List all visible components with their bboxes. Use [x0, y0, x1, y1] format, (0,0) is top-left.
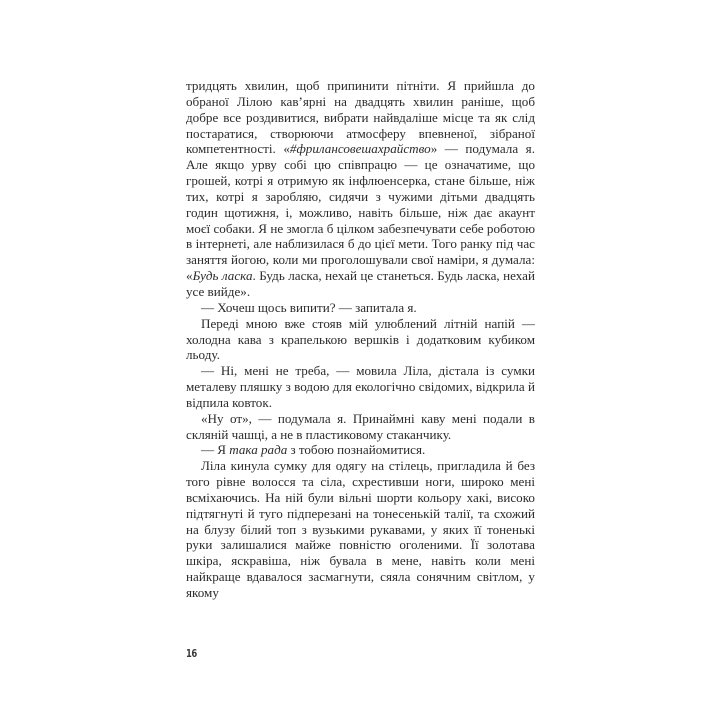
paragraph	[186, 300, 535, 316]
emphasis-text: #фрилансовешахрайство	[289, 141, 431, 157]
body-text: Ліла кинула сумку для одягу на стілець, пригладила й без того рівне волосся та сіла, схрестивши ноги, широко мені всміхаючись. На ній були вільні шорти кольору хакі, високо підтягнуті й туго підперезані на тонесенькій талії, та схожий на блузу білий топ з вузькими рукавами, у яких її тоненькі руки залишалися майже повністю оголеними. Її золотава шкіра, яскравіша, ніж бувала в мене, навіть коли мені найкраще вдавалося засмагнути, сяяла сонячним світлом, у якому	[186, 458, 535, 600]
paragraph	[186, 78, 535, 300]
body-text: — Ні, мені не треба, — мовила Ліла, дістала із сумки металеву пляшку з водою для екологічно свідомих, відкрила й відпила ковток.	[186, 363, 535, 410]
emphasis-text: така рада	[229, 442, 288, 458]
page-text-block	[186, 78, 535, 601]
paragraph	[186, 316, 535, 364]
paragraph	[186, 442, 535, 458]
body-text: — Я	[201, 442, 230, 458]
paragraph	[186, 363, 535, 411]
body-text: з тобою познайомитися.	[287, 442, 426, 458]
emphasis-text: Будь ласка	[192, 268, 253, 284]
paragraph	[186, 458, 535, 601]
page-number: 16	[186, 648, 197, 660]
paragraph	[186, 411, 535, 443]
body-text: . Будь ласка, нехай це станеться. Будь ласка, нехай усе вийде».	[186, 268, 535, 299]
body-text: тридцять хвилин, щоб припинити пітніти. Я прийшла до обраної Лілою кав’ярні на двадцять хвилин раніше, щоб добре все роздивитися, вибрати найвдаліше місце та як слід постаратися, створюючи атмосферу впевненої, зібраної компетентності. «	[186, 78, 535, 157]
body-text: Переді мною вже стояв мій улюблений літній напій — холодна кава з крапелькою вершків і додатковим кубиком льоду.	[186, 315, 535, 363]
body-text: » — подумала я. Але якщо урву собі цю співпрацю — це означатиме, що грошей, котрі я отримую як інфлюенсерка, стане більше, ніж тих, котрі я заробляю, сидячи з чужими дітьми двадцять годин щотижня, і, можливо, навіть більше, ніж дає акаунт моєї собаки. Я не змогла б цілком забезпечувати себе роботою в інтернеті, але наблизилася б до цієї мети. Того ранку під час заняття йогою, коли ми проголошували свої наміри, я думала: «	[186, 141, 536, 284]
body-text: «Ну от», — подумала я. Принаймні каву мені подали в скляній чашці, а не в пластиковому стаканчику.	[186, 410, 535, 442]
body-text: — Хочеш щось випити? — запитала я.	[201, 299, 417, 315]
